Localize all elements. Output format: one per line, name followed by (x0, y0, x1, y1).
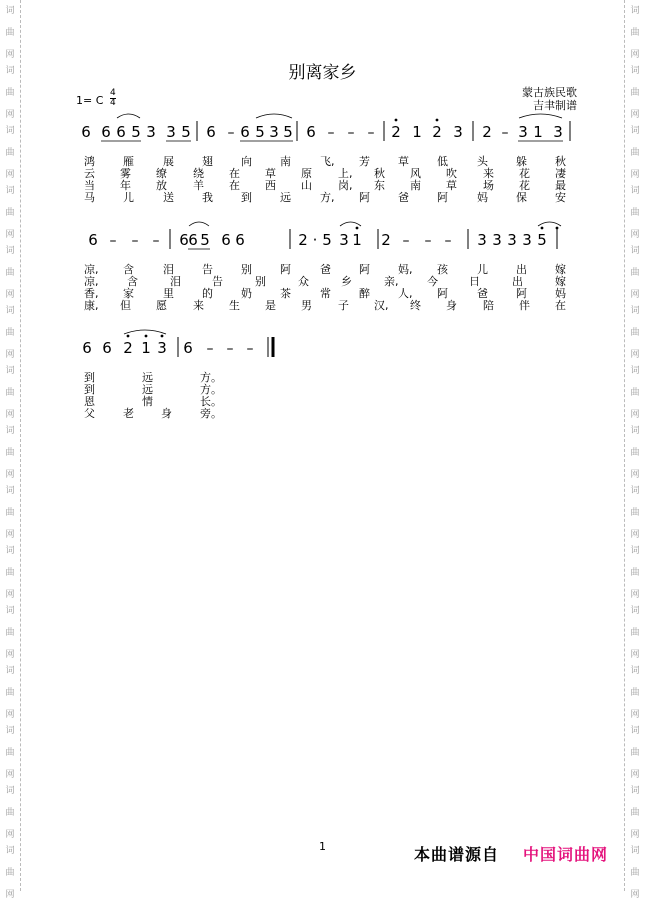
watermark-char: 曲 (630, 388, 640, 398)
lyric-char: 妈 (477, 191, 488, 204)
watermark-char: 网 (630, 830, 640, 840)
watermark-char: 词 (630, 426, 640, 436)
watermark-char: 曲 (630, 28, 640, 38)
note: 1 (533, 123, 543, 141)
watermark-char: 网 (5, 830, 15, 840)
note: 3 (269, 123, 279, 141)
lyric-char: 伴 (519, 299, 530, 312)
arranger-credit: 吉聿制谱 (533, 99, 577, 112)
lyric-char: 方。 (200, 371, 222, 384)
dash-note: – (109, 233, 117, 249)
lyric-char: 人, (398, 287, 413, 300)
watermark-char: 词 (630, 306, 640, 316)
watermark-char: 曲 (5, 808, 15, 818)
lyric-char: 爸 (320, 263, 331, 276)
watermark-char: 词 (5, 426, 15, 436)
lyric-char: 醉 (359, 287, 370, 300)
note: 3 (146, 123, 156, 141)
lyric-char: 年 (120, 179, 131, 192)
lyric-char: 告 (202, 263, 213, 276)
watermark-char: 网 (630, 110, 640, 120)
lyric-char: 里 (163, 287, 174, 300)
lyric-char: 山 (301, 179, 312, 192)
note: 3 (492, 231, 502, 249)
watermark-char: 网 (5, 590, 15, 600)
watermark-char: 词 (5, 186, 15, 196)
lyric-char: 含 (123, 263, 134, 276)
lyric-char: 最 (555, 179, 566, 192)
lyric-char: 安 (555, 191, 566, 204)
watermark-char: 词 (630, 666, 640, 676)
octave-dot (541, 227, 544, 230)
lyric-char: 旁。 (200, 407, 222, 420)
octave-dot (127, 335, 130, 338)
watermark-char: 曲 (5, 568, 15, 578)
lyric-char: 草 (265, 167, 276, 180)
watermark-char: 曲 (630, 688, 640, 698)
lyric-char: 飞, (320, 155, 335, 168)
lyric-char: 妈, (398, 263, 413, 276)
lyric-char: 是 (265, 299, 276, 312)
watermark-char: 词 (5, 606, 15, 616)
lyric-char: 泪 (163, 263, 174, 276)
watermark-char: 词 (630, 606, 640, 616)
lyric-char: 秋 (374, 167, 385, 180)
dash-note: – (367, 125, 375, 141)
time-top: 4 (110, 88, 116, 98)
page-number: 1 (319, 840, 326, 853)
lyric-char: 今 (427, 275, 438, 288)
dash-note: – (226, 341, 234, 357)
lyric-char: 嫁 (555, 263, 566, 276)
lyric-char: 草 (398, 155, 409, 168)
lyric-char: 吹 (446, 167, 457, 180)
watermark-char: 曲 (630, 568, 640, 578)
watermark-char: 网 (5, 710, 15, 720)
note: 2 (391, 123, 401, 141)
lyric-char: 在 (229, 179, 240, 192)
lyric-char: 奶 (241, 287, 252, 300)
note: 5 (537, 231, 547, 249)
octave-dot (145, 335, 148, 338)
watermark-char: 网 (630, 890, 640, 900)
note: 5 (255, 123, 265, 141)
slur-arc (189, 222, 209, 226)
lyric-char: 出 (516, 263, 527, 276)
dash-note: – (444, 233, 452, 249)
watermark-char: 词 (5, 306, 15, 316)
lyric-char: 缭 (156, 167, 167, 180)
dash-note: – (246, 341, 254, 357)
lyric-char: 儿 (477, 263, 488, 276)
lyric-char: 家 (123, 287, 134, 300)
note: 6 (221, 231, 231, 249)
lyric-char: 泪 (170, 275, 181, 288)
lyric-char: 儿 (123, 191, 134, 204)
lyric-char: 康, (84, 299, 99, 312)
watermark-char: 曲 (630, 328, 640, 338)
watermark-char: 网 (5, 470, 15, 480)
note: 3 (157, 339, 167, 357)
watermark-char: 网 (630, 770, 640, 780)
lyric-char: 花 (519, 179, 530, 192)
watermark-char: 曲 (630, 808, 640, 818)
watermark-char: 曲 (5, 28, 15, 38)
watermark-char: 词 (5, 666, 15, 676)
lyric-char: 翅 (202, 155, 213, 168)
watermark-char: 网 (630, 350, 640, 360)
lyric-char: 含 (127, 275, 138, 288)
watermark-char: 网 (630, 290, 640, 300)
lyric-char: 老 (123, 407, 134, 420)
lyric-char: 阿 (359, 263, 370, 276)
lyric-char: 场 (483, 179, 494, 192)
slur-arc (124, 330, 166, 334)
octave-dot (161, 335, 164, 338)
lyric-char: 来 (193, 299, 204, 312)
lyric-char: 风 (410, 167, 421, 180)
slur-arc (519, 114, 562, 118)
watermark-char: 曲 (630, 208, 640, 218)
slur-arc (256, 114, 292, 118)
dash-note: – (206, 341, 214, 357)
lyric-char: 长。 (200, 395, 222, 408)
note: 3 (518, 123, 528, 141)
octave-dot (395, 119, 398, 122)
lyric-char: 躲 (516, 155, 527, 168)
watermark-char: 网 (5, 290, 15, 300)
lyric-char: 南 (410, 179, 421, 192)
lyric-char: 上, (338, 167, 353, 180)
lyric-char: 凉, (84, 263, 99, 276)
lyric-char: 别 (241, 263, 252, 276)
note: 6 (101, 123, 111, 141)
watermark-char: 网 (5, 650, 15, 660)
lyric-char: 芳 (359, 155, 370, 168)
watermark-char: 词 (5, 546, 15, 556)
note: 6 (235, 231, 245, 249)
lyric-char: 方, (320, 191, 335, 204)
watermark-char: 曲 (5, 268, 15, 278)
note: 6 (179, 231, 189, 249)
lyric-char: 妈 (555, 287, 566, 300)
note: 3 (553, 123, 563, 141)
lyric-char: 绕 (193, 167, 204, 180)
dash-note: – (131, 233, 139, 249)
lyric-char: 子 (338, 299, 349, 312)
note: 5 (322, 231, 332, 249)
watermark-char: 曲 (5, 688, 15, 698)
note: 5 (131, 123, 141, 141)
watermark-char: 曲 (5, 508, 15, 518)
lyric-char: 汉, (374, 299, 389, 312)
dash-note: – (424, 233, 432, 249)
lyric-char: 来 (483, 167, 494, 180)
lyric-char: 展 (163, 155, 174, 168)
lyric-char: 出 (512, 275, 523, 288)
lyric-char: 乡 (341, 275, 352, 288)
watermark-char: 曲 (5, 148, 15, 158)
time-bottom: 4 (110, 98, 116, 108)
watermark-char: 词 (5, 66, 15, 76)
lyric-char: 陪 (483, 299, 494, 312)
song-title: 别离家乡 (288, 63, 357, 83)
watermark-char: 词 (630, 66, 640, 76)
lyric-char: 岗, (338, 179, 353, 192)
watermark-char: 词 (630, 366, 640, 376)
note: 2 (432, 123, 442, 141)
watermark-char: 网 (5, 770, 15, 780)
lyric-char: 身 (446, 299, 457, 312)
key-signature: 1= C (76, 94, 104, 107)
watermark-char: 网 (5, 170, 15, 180)
note: 6 (206, 123, 216, 141)
watermark-char: 曲 (5, 748, 15, 758)
note: 6 (188, 231, 198, 249)
lyric-char: 保 (516, 191, 527, 204)
lyric-char: 远 (142, 383, 153, 396)
dash-note: – (402, 233, 410, 249)
slur-arc (340, 222, 361, 226)
origin-credit: 蒙古族民歌 (522, 86, 577, 99)
lyric-char: 阿 (437, 287, 448, 300)
watermark-char: 网 (630, 470, 640, 480)
lyric-char: 阿 (359, 191, 370, 204)
watermark-char: 词 (630, 246, 640, 256)
note: 3 (507, 231, 517, 249)
lyric-char: 凄 (555, 167, 566, 180)
note: 1 (141, 339, 151, 357)
lyric-char: 到 (241, 191, 252, 204)
lyric-char: 马 (84, 191, 95, 204)
watermark-char: 网 (630, 530, 640, 540)
slur-arc (538, 222, 561, 226)
watermark-char: 网 (630, 650, 640, 660)
lyric-char: 放 (156, 179, 167, 192)
lyric-char: 身 (161, 407, 172, 420)
lyric-char: 远 (142, 371, 153, 384)
lyric-char: 终 (410, 299, 421, 312)
lyric-char: 雾 (120, 167, 131, 180)
lyric-char: 恩 (84, 395, 95, 408)
lyric-char: 到 (84, 383, 95, 396)
lyric-char: 雁 (123, 155, 134, 168)
lyric-char: 情 (142, 395, 153, 408)
lyric-char: 别 (255, 275, 266, 288)
note: 6 (240, 123, 250, 141)
lyric-char: 阿 (516, 287, 527, 300)
watermark-char: 曲 (630, 748, 640, 758)
watermark-char: 曲 (5, 448, 15, 458)
lyric-char: 向 (241, 155, 252, 168)
lyric-char: 阿 (437, 191, 448, 204)
lyric-char: 的 (202, 287, 213, 300)
lyric-char: 凉, (84, 275, 99, 288)
lyric-char: 方。 (200, 383, 222, 396)
note: · (312, 231, 318, 249)
watermark-char: 网 (630, 710, 640, 720)
lyric-char: 爸 (398, 191, 409, 204)
watermark-char: 曲 (630, 628, 640, 638)
lyric-char: 我 (202, 191, 213, 204)
watermark-char: 曲 (630, 148, 640, 158)
source-label: 本曲谱源自 (414, 845, 500, 864)
watermark-char: 网 (5, 230, 15, 240)
watermark-char: 词 (630, 486, 640, 496)
octave-dot (436, 119, 439, 122)
lyric-char: 头 (477, 155, 488, 168)
slur-arc (117, 114, 140, 118)
watermark-char: 曲 (5, 868, 15, 878)
watermark-char: 曲 (630, 88, 640, 98)
note: 2 (123, 339, 133, 357)
lyric-char: 爸 (477, 287, 488, 300)
lyric-char: 日 (469, 275, 480, 288)
lyric-char: 茶 (280, 287, 291, 300)
watermark-char: 曲 (5, 88, 15, 98)
watermark-char: 词 (5, 726, 15, 736)
note: 3 (522, 231, 532, 249)
watermark-char: 曲 (630, 868, 640, 878)
lyric-char: 低 (437, 155, 448, 168)
watermark-char: 曲 (630, 268, 640, 278)
watermark-char: 词 (5, 126, 15, 136)
lyric-char: 鸿 (84, 155, 95, 168)
lyric-char: 远 (280, 191, 291, 204)
dash-note: – (152, 233, 160, 249)
watermark-char: 网 (5, 890, 15, 900)
note: 2 (381, 231, 391, 249)
lyric-char: 亲, (384, 275, 399, 288)
note: 3 (477, 231, 487, 249)
note: 6 (82, 339, 92, 357)
lyric-char: 在 (229, 167, 240, 180)
watermark-char: 曲 (5, 388, 15, 398)
note: 2 (482, 123, 492, 141)
watermark-char: 网 (630, 50, 640, 60)
dash-note: – (501, 125, 509, 141)
watermark-char: 词 (630, 846, 640, 856)
lyric-char: 但 (120, 299, 131, 312)
note: 6 (81, 123, 91, 141)
watermark-char: 网 (5, 110, 15, 120)
watermark-char: 词 (5, 486, 15, 496)
note: 6 (116, 123, 126, 141)
watermark-char: 词 (5, 6, 15, 16)
watermark-char: 词 (5, 846, 15, 856)
watermark-char: 网 (630, 590, 640, 600)
dash-note: – (227, 125, 235, 141)
watermark-char: 词 (630, 186, 640, 196)
lyric-char: 孩 (437, 263, 448, 276)
lyric-char: 原 (301, 167, 312, 180)
watermark-char: 网 (5, 350, 15, 360)
note: 5 (200, 231, 210, 249)
octave-dot (356, 227, 359, 230)
dash-note: – (327, 125, 335, 141)
watermark-char: 网 (5, 410, 15, 420)
note: 5 (181, 123, 191, 141)
watermark-char: 词 (5, 786, 15, 796)
watermark-char: 网 (630, 230, 640, 240)
lyric-char: 众 (298, 275, 309, 288)
note: 3 (453, 123, 463, 141)
lyric-char: 父 (84, 407, 95, 420)
dash-note: – (347, 125, 355, 141)
lyric-char: 告 (212, 275, 223, 288)
watermark-char: 网 (5, 50, 15, 60)
note: 5 (283, 123, 293, 141)
lyric-char: 常 (320, 287, 331, 300)
lyric-char: 花 (519, 167, 530, 180)
note: 6 (306, 123, 316, 141)
note: 1 (352, 231, 362, 249)
watermark-char: 曲 (630, 448, 640, 458)
watermark-char: 曲 (5, 208, 15, 218)
lyric-char: 在 (555, 299, 566, 312)
watermark-char: 曲 (5, 328, 15, 338)
lyric-char: 阿 (280, 263, 291, 276)
watermark-char: 词 (630, 546, 640, 556)
lyric-char: 草 (446, 179, 457, 192)
lyric-char: 云 (84, 167, 95, 180)
watermark-char: 词 (630, 6, 640, 16)
watermark-char: 词 (5, 366, 15, 376)
lyric-char: 男 (301, 299, 312, 312)
lyric-char: 西 (265, 179, 276, 192)
lyric-char: 东 (374, 179, 385, 192)
octave-dot (556, 227, 559, 230)
note: 3 (166, 123, 176, 141)
note: 2 (298, 231, 308, 249)
lyric-char: 羊 (193, 179, 204, 192)
note: 6 (88, 231, 98, 249)
watermark-char: 词 (630, 126, 640, 136)
watermark-char: 词 (5, 246, 15, 256)
lyric-char: 到 (84, 371, 95, 384)
watermark-char: 网 (630, 170, 640, 180)
watermark-char: 曲 (630, 508, 640, 518)
watermark-char: 词 (630, 726, 640, 736)
lyric-char: 送 (163, 191, 174, 204)
watermark-char: 曲 (5, 628, 15, 638)
lyric-char: 南 (280, 155, 291, 168)
note: 1 (412, 123, 422, 141)
watermark-char: 网 (630, 410, 640, 420)
source-site: 中国词曲网 (523, 845, 609, 864)
lyric-char: 香, (84, 287, 99, 300)
lyric-char: 秋 (555, 155, 566, 168)
note: 6 (183, 339, 193, 357)
lyric-char: 生 (229, 299, 240, 312)
watermark-char: 网 (5, 530, 15, 540)
lyric-char: 嫁 (555, 275, 566, 288)
note: 6 (102, 339, 112, 357)
watermark-char: 词 (630, 786, 640, 796)
note: 3 (339, 231, 349, 249)
lyric-char: 愿 (156, 299, 167, 312)
lyric-char: 当 (84, 179, 95, 192)
